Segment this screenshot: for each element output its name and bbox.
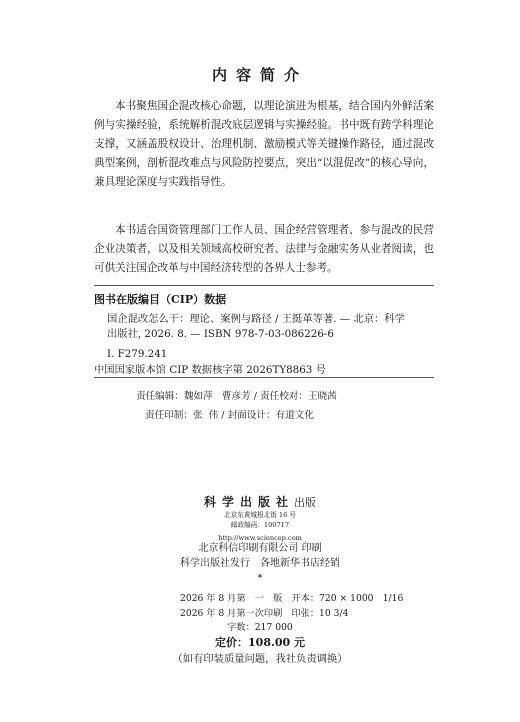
distribution-info: 科学出版社发行 各地新华书店经销 bbox=[180, 558, 340, 569]
intro-title: 内容简介 bbox=[211, 66, 308, 84]
production-credits: 责任印制：张 伟 / 封面设计：有道文化 bbox=[145, 410, 314, 421]
publisher-address: 北京东黄城根北街 16 号 bbox=[224, 511, 296, 519]
publisher-website: http://www.sciencep.com bbox=[218, 534, 302, 542]
price: 定价：108.00 元 bbox=[215, 636, 305, 649]
intro-paragraph-2: 本书适合国资管理部门工作人员、国企经营管理者、参与混改的民营企业决策者，以及相关领域高校研究者、法律与金融实务从业者阅读，也可供关注国企改革与中国经济转型的各界人士参考。 bbox=[94, 224, 434, 274]
edition-line: 2026 年 8 月第 一 版 开本：720 × 1000 1/16 bbox=[180, 593, 404, 604]
cip-record-line-2: 出版社, 2026. 8. — ISBN 978-7-03-086226-6 bbox=[107, 328, 334, 340]
cip-approval-number: 中国国家版本馆 CIP 数据核字第 2026TY8863 号 bbox=[94, 364, 326, 376]
section-star: * bbox=[257, 573, 263, 584]
cip-top-divider bbox=[94, 285, 434, 286]
publisher-postcode: 邮政编码：100717 bbox=[230, 521, 290, 529]
cip-bottom-divider bbox=[94, 377, 434, 378]
publisher-suffix: 出版 bbox=[294, 496, 316, 509]
intro-paragraph-1: 本书聚焦国企混改核心命题，以理论演进为根基，结合国内外鲜活案例与实操经验，系统解析混改底层逻辑与实操经验。书中既有跨学科理论支撑，又涵盖股权设计、治理机制、激励模式等关键操作路径，通过混改典型案例，剖析混改难点与风险防控要点，突出“以混促改”的核心导向，兼具理论深度与实践指导性。 bbox=[94, 100, 434, 188]
cip-heading: 图书在版编目（CIP）数据 bbox=[94, 293, 227, 306]
editorial-credits: 责任编辑：魏如萍 曹彦芳 / 责任校对：王晓茜 bbox=[136, 391, 337, 402]
word-count: 字数：217 000 bbox=[227, 622, 293, 633]
quality-note: （如有印装质量问题，我社负责调换） bbox=[172, 653, 348, 665]
cip-classification: Ⅰ. F279.241 bbox=[107, 348, 168, 360]
cip-record-line-1: 国企混改怎么干：理论、案例与路径 / 王挺革等著. — 北京：科学 bbox=[107, 313, 405, 325]
publisher-name: 科学出版社 bbox=[203, 495, 294, 509]
printing-line: 2026 年 8 月第一次印刷 印张：10 3/4 bbox=[180, 608, 349, 619]
publisher-logotype bbox=[0, 493, 520, 510]
printer-info: 北京科信印刷有限公司 印刷 bbox=[198, 543, 322, 554]
